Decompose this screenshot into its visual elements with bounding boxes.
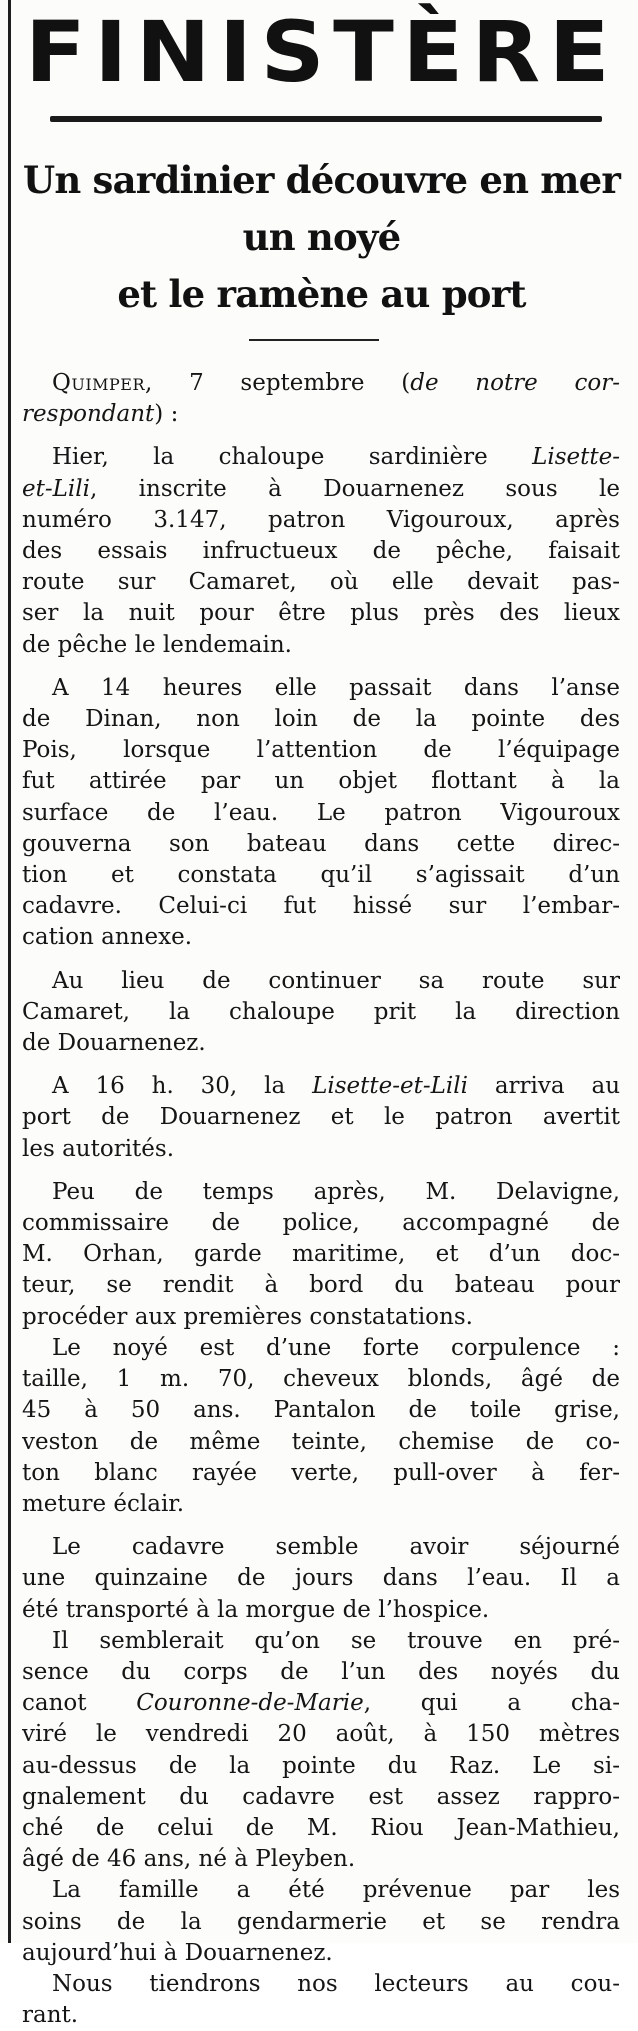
boat-name: Lisette- bbox=[532, 444, 620, 471]
headline-divider bbox=[249, 339, 379, 341]
p1-line-1 bbox=[22, 442, 620, 473]
p4-line-2: port de Douarnenez et le patron avertit bbox=[22, 1104, 620, 1131]
p7-line-3: été transporté à la morgue de l’hospice. bbox=[22, 1596, 490, 1623]
p3-line-1: Au lieu de continuer sa route sur bbox=[52, 967, 620, 994]
p1-line-3: numéro 3.147, patron Vigouroux, après bbox=[22, 506, 620, 533]
p1-text-a: Hier, la chaloupe sardinière bbox=[52, 444, 533, 471]
p8-line-5: au-dessus de la pointe du Raz. Le si- bbox=[22, 1752, 620, 1779]
p5-line-1: Peu de temps après, M. Delavigne, bbox=[52, 1178, 620, 1205]
p2-line-8: cadavre. Celui-ci fut hissé sur l’embar- bbox=[22, 893, 620, 920]
dateline-source-b: respondant bbox=[22, 401, 155, 428]
headline-line-2: un noyé bbox=[242, 215, 401, 259]
p2-line-4: fut attirée par un objet flottant à la bbox=[22, 768, 620, 795]
p8-text-post: , qui a cha- bbox=[363, 1690, 620, 1717]
article-body bbox=[22, 368, 620, 2031]
paragraph-1 bbox=[22, 442, 620, 660]
p8-line-1: Il semblerait qu’on se trouve en pré- bbox=[52, 1627, 620, 1654]
p1-line-7: de pêche le lendemain. bbox=[22, 631, 292, 658]
paragraph-2 bbox=[22, 673, 620, 954]
p3-line-3: de Douarnenez. bbox=[22, 1030, 206, 1057]
paragraph-7 bbox=[22, 1532, 620, 1626]
p2-line-9: cation annexe. bbox=[22, 924, 193, 951]
headline-line-3: et le ramène au port bbox=[117, 272, 526, 316]
dateline-city: Quimper bbox=[52, 370, 146, 396]
p5-line-5: procéder aux premières constatations. bbox=[22, 1303, 473, 1330]
p2-line-3: Pois, lorsque l’attention de l’équipage bbox=[22, 737, 620, 764]
p4-line-1 bbox=[22, 1071, 620, 1102]
paragraph-8 bbox=[22, 1626, 620, 1876]
paragraph-5 bbox=[22, 1177, 620, 1333]
p4-line-3: les autorités. bbox=[22, 1135, 175, 1162]
p3-line-2: Camaret, la chaloupe prit la direction bbox=[22, 998, 620, 1025]
p5-line-4: teur, se rendit à bord du bateau pour bbox=[22, 1272, 620, 1299]
paragraph-6 bbox=[22, 1333, 620, 1520]
p6-line-4: veston de même teinte, chemise de co- bbox=[22, 1428, 620, 1455]
p8-text-pre: canot bbox=[22, 1690, 137, 1717]
p4-text-b: arriva au bbox=[467, 1073, 620, 1100]
p6-line-6: meture éclair. bbox=[22, 1490, 185, 1517]
dateline-source-a: de notre cor- bbox=[410, 370, 620, 396]
p6-line-2: taille, 1 m. 70, cheveux blonds, âgé de bbox=[22, 1366, 620, 1393]
dateline-close: ) : bbox=[154, 401, 179, 428]
p2-line-6: gouverna son bateau dans cette direc- bbox=[22, 830, 620, 857]
dateline-date: , 7 septembre ( bbox=[145, 370, 411, 396]
p8-line-8: âgé de 46 ans, né à Pleyben. bbox=[22, 1846, 356, 1873]
paragraph-9 bbox=[22, 1875, 620, 1969]
section-header bbox=[14, 0, 629, 122]
p8-line-7: ché de celui de M. Riou Jean-Mathieu, bbox=[22, 1814, 620, 1841]
p2-line-2: de Dinan, non loin de la pointe des bbox=[22, 706, 620, 733]
p1-line-2 bbox=[22, 474, 620, 505]
p1-line-4: des essais infructueux de pêche, faisait bbox=[22, 538, 620, 565]
dateline bbox=[22, 368, 620, 430]
p2-line-7: tion et constata qu’il s’agissait d’un bbox=[22, 862, 620, 889]
p4-text-a: A 16 h. 30, la bbox=[52, 1073, 313, 1100]
section-title: FINISTÈRE bbox=[24, 3, 619, 101]
p5-line-2: commissaire de police, accompagné de bbox=[22, 1210, 620, 1237]
p1-line-6: ser la nuit pour être plus près des lieux bbox=[22, 600, 620, 627]
paragraph-10 bbox=[22, 1969, 620, 2031]
p8-line-3 bbox=[22, 1688, 620, 1719]
p2-line-1: A 14 heures elle passait dans l’anse bbox=[52, 674, 620, 701]
p8-line-2: sence du corps de l’un des noyés du bbox=[22, 1658, 620, 1685]
boat-name-end: et-Lili bbox=[22, 475, 90, 502]
column-rule bbox=[8, 0, 11, 1943]
header-divider bbox=[50, 116, 602, 122]
boat-name-2: Lisette-et-Lili bbox=[312, 1073, 468, 1100]
p7-line-2: une quinzaine de jours dans l’eau. Il a bbox=[22, 1565, 620, 1592]
p8-line-4: viré le vendredi 20 août, à 150 mètres bbox=[22, 1721, 620, 1748]
p9-line-2: soins de la gendarmerie et se rendra bbox=[22, 1908, 620, 1935]
p1-line-5: route sur Camaret, où elle devait pas- bbox=[22, 569, 620, 596]
paragraph-4 bbox=[22, 1071, 620, 1165]
paragraph-3 bbox=[22, 966, 620, 1060]
p1-text-b: , inscrite à Douarnenez sous le bbox=[89, 475, 620, 502]
p5-line-3: M. Orhan, garde maritime, et d’un doc- bbox=[22, 1241, 620, 1268]
p7-line-1: Le cadavre semble avoir séjourné bbox=[52, 1534, 620, 1561]
p2-line-5: surface de l’eau. Le patron Vigouroux bbox=[22, 799, 620, 826]
p10-line-2: rant. bbox=[22, 2002, 79, 2029]
p6-line-5: ton blanc rayée verte, pull-over à fer- bbox=[22, 1459, 620, 1486]
canot-name: Couronne-de-Marie bbox=[136, 1690, 364, 1717]
p9-line-1: La famille a été prévenue par les bbox=[52, 1877, 620, 1904]
article-headline bbox=[14, 152, 629, 323]
dateline-line-2 bbox=[22, 399, 620, 430]
p10-line-1: Nous tiendrons nos lecteurs au cou- bbox=[52, 1970, 620, 1997]
dateline-line-1 bbox=[22, 368, 620, 399]
p9-line-3: aujourd’hui à Douarnenez. bbox=[22, 1939, 333, 1966]
headline-line-1: Un sardinier découvre en mer bbox=[22, 158, 621, 202]
p6-line-1: Le noyé est d’une forte corpulence : bbox=[52, 1334, 620, 1361]
p6-line-3: 45 à 50 ans. Pantalon de toile grise, bbox=[22, 1397, 620, 1424]
p8-line-6: gnalement du cadavre est assez rappro- bbox=[22, 1783, 620, 1810]
